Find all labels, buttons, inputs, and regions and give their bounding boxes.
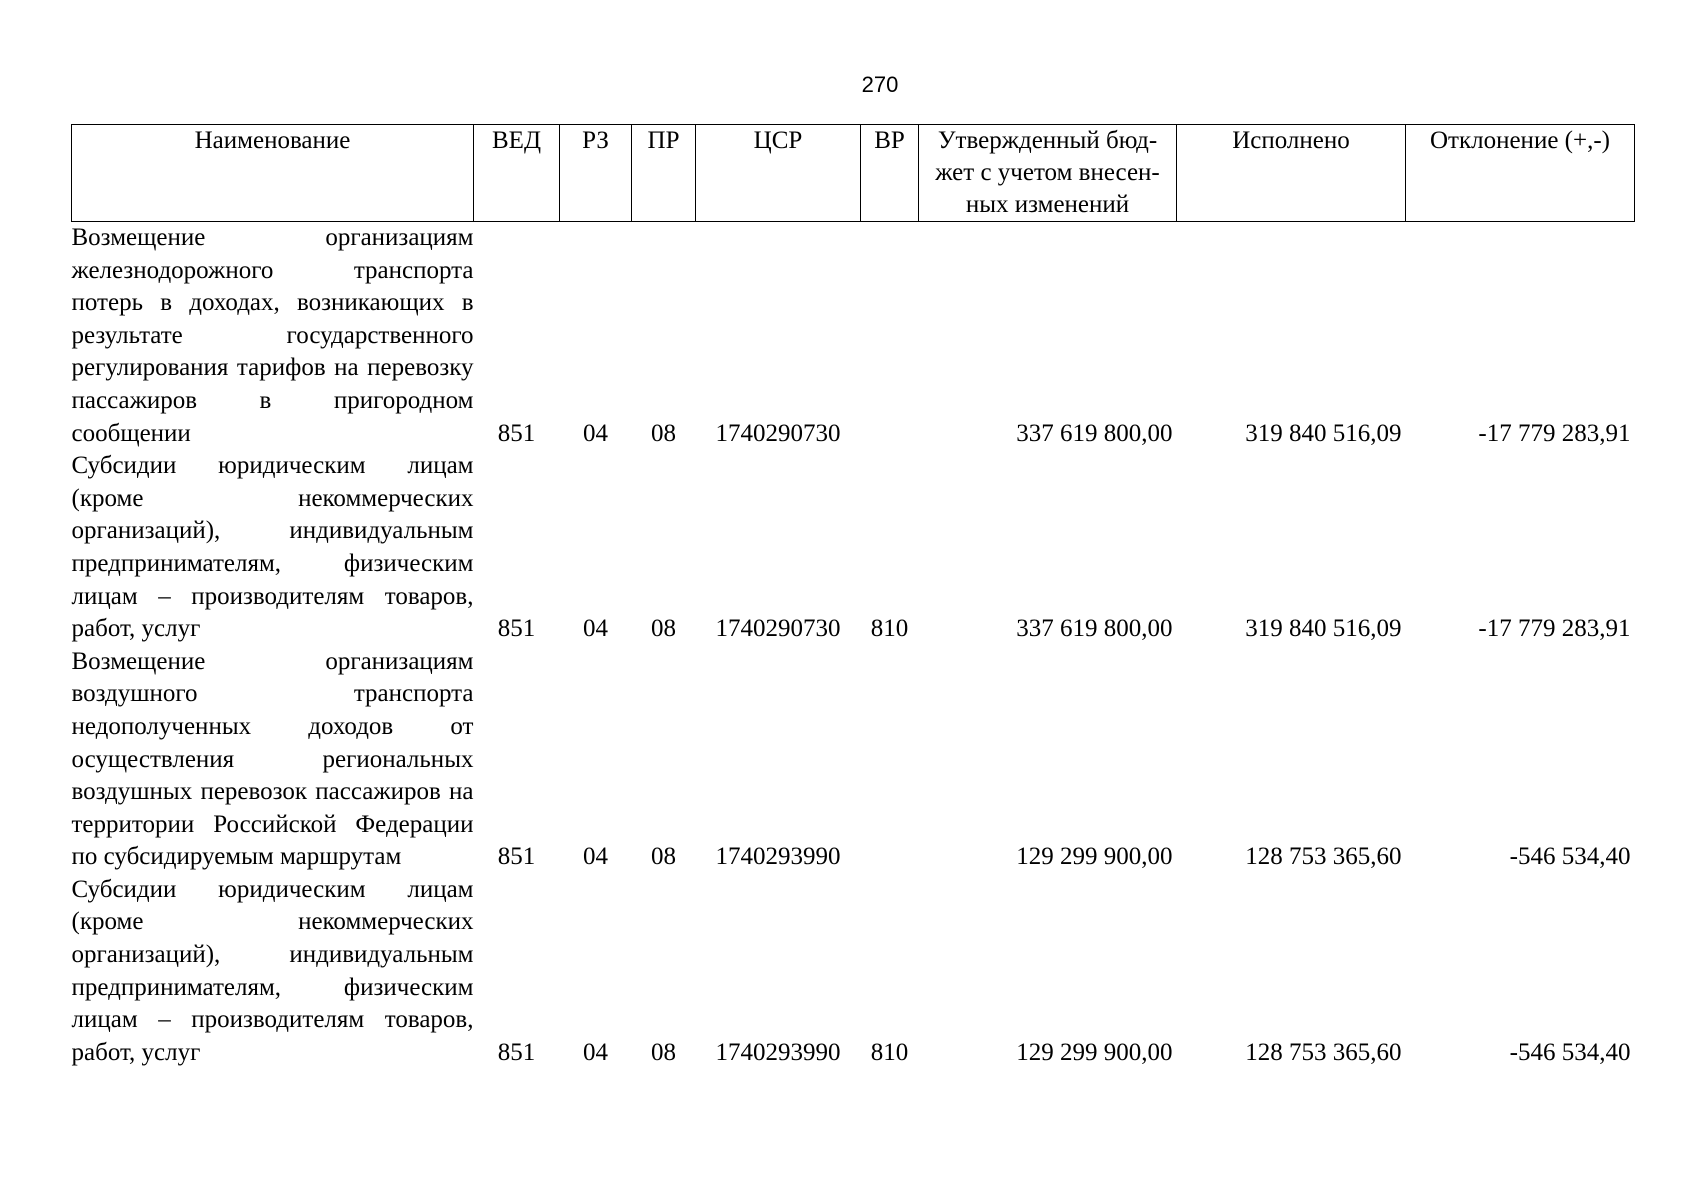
page-number: 270: [861, 72, 899, 97]
row-rz: 04: [583, 615, 608, 643]
row-csr: 1740290730: [715, 419, 841, 447]
row-executed: 319 840 516,09: [1245, 419, 1402, 447]
row-pr: 08: [651, 419, 676, 447]
row-deviation: -17 779 283,91: [1478, 419, 1631, 447]
row-pr: 08: [651, 843, 676, 871]
row-approved: 337 619 800,00: [1016, 615, 1173, 643]
header-vr: ВР: [861, 125, 919, 222]
row-executed: 128 753 365,60: [1245, 843, 1402, 871]
row-deviation: -546 534,40: [1509, 1038, 1631, 1066]
row-rz: 04: [583, 843, 608, 871]
header-approved: Утвержденный бюд-жет с учетом внесен-ных изменений: [919, 125, 1177, 222]
row-vr: 810: [870, 1038, 909, 1066]
row-ved: 851: [497, 615, 536, 643]
row-name: Субсидии юридическим лицам (кроме некоммерческих организаций), индивидуальным предпринимателям, физическим лицам – производителям товаров, работ, услуг: [71, 875, 474, 1066]
table-row: [72, 222, 1635, 451]
row-csr: 1740293990: [715, 843, 841, 871]
row-deviation: -17 779 283,91: [1478, 615, 1631, 643]
row-csr: 1740290730: [715, 615, 841, 643]
row-approved: 129 299 900,00: [1016, 1038, 1173, 1066]
row-ved: 851: [497, 843, 536, 871]
row-executed: 128 753 365,60: [1245, 1038, 1402, 1066]
table-row: [72, 646, 1635, 874]
row-vr: [861, 646, 919, 874]
row-executed: 319 840 516,09: [1245, 615, 1402, 643]
row-name: Возмещение организациям железнодорожного транспорта потерь в доходах, возникающих в результате государственного регулирования тарифов на перевозку пассажиров в пригородном сообщении: [71, 224, 474, 447]
header-executed: Исполнено: [1177, 125, 1406, 222]
row-approved: 129 299 900,00: [1016, 843, 1173, 871]
header-pr: ПР: [632, 125, 696, 222]
row-deviation: -546 534,40: [1509, 843, 1631, 871]
header-deviation: Отклонение (+,-): [1406, 125, 1635, 222]
row-name: Возмещение организациям воздушного транспорта недополученных доходов от осуществления региональных воздушных перевозок пассажиров на территории Российской Федерации по субсидируемым маршрутам: [71, 647, 474, 871]
row-ved: 851: [497, 419, 536, 447]
row-rz: 04: [583, 419, 608, 447]
row-pr: 08: [651, 1038, 676, 1066]
table-row: [72, 450, 1635, 646]
row-vr: 810: [870, 615, 909, 643]
row-csr: 1740293990: [715, 1038, 841, 1066]
budget-table: [71, 124, 1635, 1069]
row-pr: 08: [651, 615, 676, 643]
header-ved: ВЕД: [474, 125, 560, 222]
header-csr: ЦСР: [696, 125, 861, 222]
row-name: Субсидии юридическим лицам (кроме некоммерческих организаций), индивидуальным предпринимателям, физическим лицам – производителям товаров, работ, услуг: [71, 452, 474, 643]
header-rz: РЗ: [560, 125, 632, 222]
table-row: [72, 874, 1635, 1070]
header-name: Наименование: [72, 125, 474, 222]
row-vr: [861, 222, 919, 451]
row-ved: 851: [497, 1038, 536, 1066]
table-header-row: [72, 125, 1635, 222]
row-approved: 337 619 800,00: [1016, 419, 1173, 447]
row-rz: 04: [583, 1038, 608, 1066]
